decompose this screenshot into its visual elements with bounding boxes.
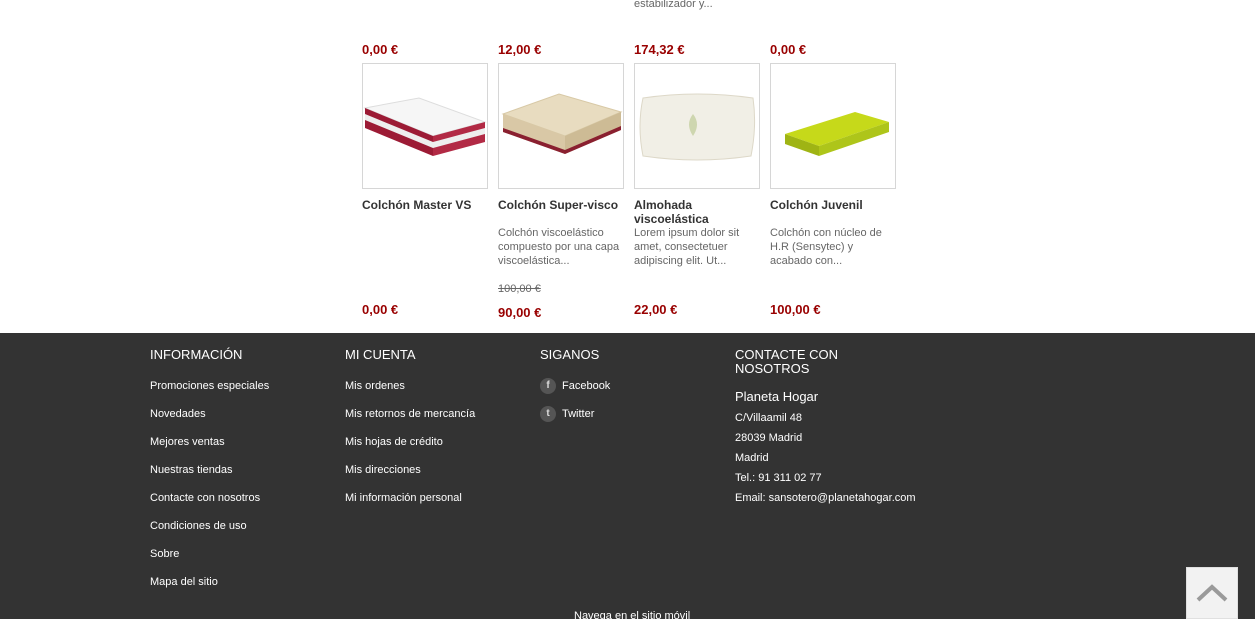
product-name-link[interactable]: Colchón Super-visco <box>498 198 619 212</box>
facebook-icon: f <box>540 378 556 394</box>
contact-address: C/Villaamil 48 <box>735 412 803 424</box>
product-price: 0,00 € <box>362 302 399 317</box>
mattress-red-trim-icon <box>363 64 487 188</box>
contact-city: Madrid <box>735 452 769 464</box>
footer-link-retornos[interactable]: Mis retornos de mercancía <box>345 408 476 420</box>
product-price-top: 174,32 € <box>634 42 685 57</box>
contact-postal: 28039 Madrid <box>735 432 803 444</box>
footer-info-column <box>150 348 269 603</box>
footer-social-column <box>540 348 610 435</box>
footer-link-mapa[interactable]: Mapa del sitio <box>150 576 218 588</box>
twitter-label: Twitter <box>562 408 595 420</box>
footer-info-title: INFORMACIÓN <box>150 347 243 362</box>
twitter-icon: t <box>540 406 556 422</box>
product-image-link[interactable] <box>634 63 760 189</box>
mobile-site-link[interactable]: Navega en el sitio móvil <box>574 610 691 622</box>
product-description: Colchón viscoelástico compuesto por una capa viscoelástica... <box>498 227 620 267</box>
product-price: 100,00 € <box>770 302 821 317</box>
footer-link-contacto[interactable]: Contacte con nosotros <box>150 492 261 504</box>
footer-contact-column <box>735 347 916 511</box>
product-description-cut: estabilizador y... <box>634 0 713 10</box>
footer-account-title: MI CUENTA <box>345 347 416 362</box>
product-price-top: 0,00 € <box>770 42 807 57</box>
footer-link-mejores-ventas[interactable]: Mejores ventas <box>150 436 225 448</box>
product-image-link[interactable] <box>498 63 624 189</box>
product-image-link[interactable] <box>770 63 896 189</box>
footer-link-direcciones[interactable]: Mis direcciones <box>345 464 421 476</box>
product-price-top: 0,00 € <box>362 42 399 57</box>
product-name-link[interactable]: Colchón Juvenil <box>770 198 863 212</box>
footer-link-credito[interactable]: Mis hojas de crédito <box>345 436 443 448</box>
footer-link-tiendas[interactable]: Nuestras tiendas <box>150 464 233 476</box>
footer-link-novedades[interactable]: Novedades <box>150 408 206 420</box>
footer-link-ordenes[interactable]: Mis ordenes <box>345 380 405 392</box>
product-card <box>770 63 896 317</box>
product-old-price: 100,00 € <box>498 283 541 295</box>
site-footer <box>0 333 1255 622</box>
company-name: Planeta Hogar <box>735 389 819 404</box>
product-description: Colchón con núcleo de H.R (Sensytec) y acabado con... <box>770 227 882 267</box>
product-description: Lorem ipsum dolor sit amet, consectetuer adipiscing elit. Ut... <box>634 227 740 267</box>
product-price-top: 12,00 € <box>498 42 542 57</box>
mattress-beige-icon <box>499 64 623 188</box>
product-name-link[interactable]: Colchón Master VS <box>362 198 472 212</box>
product-image-link[interactable] <box>362 63 488 189</box>
product-card <box>634 63 760 317</box>
footer-account-column <box>345 348 475 519</box>
mattress-green-icon <box>771 64 895 188</box>
footer-link-info-personal[interactable]: Mi información personal <box>345 492 462 504</box>
chevron-up-icon <box>1195 583 1229 603</box>
footer-link-sobre[interactable]: Sobre <box>150 548 180 560</box>
footer-link-twitter[interactable] <box>540 407 610 435</box>
footer-link-condiciones[interactable]: Condiciones de uso <box>150 520 247 532</box>
contact-phone: Tel.: 91 311 02 77 <box>735 472 822 484</box>
back-to-top-button[interactable] <box>1186 567 1238 619</box>
footer-link-facebook[interactable] <box>540 379 610 407</box>
footer-social-title: SIGANOS <box>540 347 600 362</box>
product-price: 22,00 € <box>634 302 678 317</box>
contact-email[interactable]: Email: sansotero@planetahogar.com <box>735 492 916 504</box>
facebook-label: Facebook <box>562 380 611 392</box>
footer-link-promociones[interactable]: Promociones especiales <box>150 380 270 392</box>
product-price: 90,00 € <box>498 305 542 320</box>
pillow-icon <box>635 64 759 188</box>
product-name-link[interactable]: Almohada viscoelástica <box>634 198 709 226</box>
footer-contact-title: CONTACTE CON NOSOTROS <box>735 347 839 376</box>
product-card <box>498 63 624 320</box>
product-card <box>362 63 488 317</box>
